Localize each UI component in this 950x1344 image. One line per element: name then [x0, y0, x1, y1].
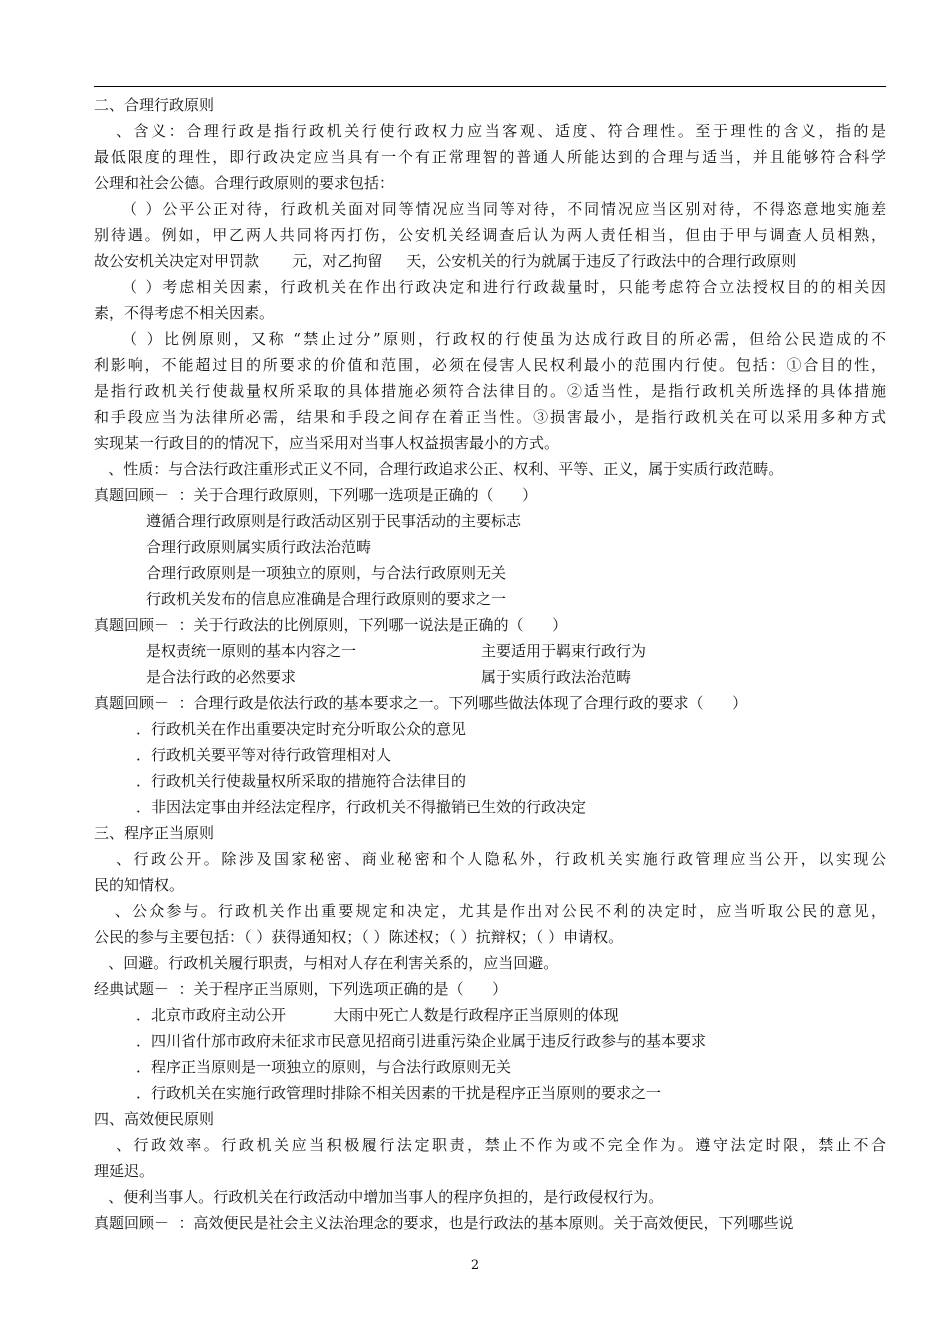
header-rule — [94, 86, 886, 87]
section-heading: 三、程序正当原则 — [94, 824, 215, 842]
paragraph-line: 公理和社会公德。合理行政原则的要求包括： — [94, 174, 395, 192]
paragraph-line: 公民的参与主要包括：（ ）获得通知权；（ ）陈述权；（ ）抗辩权；（ ）申请权。 — [94, 928, 624, 946]
question-option: 主要适用于羁束行政行为 — [481, 642, 647, 660]
question-option: ．非因法定事由并经法定程序，行政机关不得撤销已生效的行政决定 — [136, 798, 587, 816]
paragraph-line: 是指行政机关行使裁量权所采取的具体措施必须符合法律目的。②适当性，是指行政机关所选择的具体措施 — [94, 382, 886, 400]
question-option: ．行政机关要平等对待行政管理相对人 — [136, 746, 392, 764]
paragraph-line: 、便利当事人。行政机关在行政活动中增加当事人的程序负担的，是行政侵权行为。 — [94, 1188, 664, 1206]
question-option-row — [94, 638, 886, 664]
paragraph-line: 、含义：合理行政是指行政机关行使行政权力应当客观、适度、符合理性。至于理性的含义，指的是 — [94, 122, 886, 140]
question-title: 真题回顾－ ：关于合理行政原则，下列哪一选项是正确的（ ） — [94, 486, 538, 504]
question-option: ．北京市政府主动公开 大雨中死亡人数是行政程序正当原则的体现 — [136, 1006, 619, 1024]
paragraph-line: （ ）考虑相关因素，行政机关在作出行政决定和进行行政裁量时，只能考虑符合立法授权目的的相关因 — [122, 278, 886, 296]
question-option: ．程序正当原则是一项独立的原则，与合法行政原则无关 — [136, 1058, 512, 1076]
paragraph-line: （ ）公平公正对待，行政机关面对同等情况应当同等对待，不同情况应当区别对待，不得恣意地实施差 — [122, 200, 886, 218]
question-option: 遵循合理行政原则是行政活动区别于民事活动的主要标志 — [146, 512, 522, 530]
section-heading: 四、高效便民原则 — [94, 1110, 215, 1128]
page-number: 2 — [470, 1258, 480, 1273]
question-option: ．行政机关在作出重要决定时充分听取公众的意见 — [136, 720, 467, 738]
paragraph-line: 民的知情权。 — [94, 876, 185, 894]
question-title: 真题回顾－ ：合理行政是依法行政的基本要求之一。下列哪些做法体现了合理行政的要求（ ） — [94, 694, 748, 712]
paragraph-line: 素，不得考虑不相关因素。 — [94, 304, 275, 322]
section-heading: 二、合理行政原则 — [94, 96, 215, 114]
question-option: 合理行政原则是一项独立的原则，与合法行政原则无关 — [146, 564, 507, 582]
paragraph-line: 、行政公开。除涉及国家秘密、商业秘密和个人隐私外，行政机关实施行政管理应当公开，以实现公 — [94, 850, 886, 868]
paragraph-line: 利影响，不能超过目的所要求的价值和范围，必须在侵害人民权利最小的范围内行使。包括：①合目的性， — [94, 356, 886, 374]
question-option: 属于实质行政法治范畴 — [481, 668, 632, 686]
question-title: 真题回顾－ ：高效便民是社会主义法治理念的要求，也是行政法的基本原则。关于高效便民，下列哪些说 — [94, 1214, 794, 1232]
question-option: 是合法行政的必然要求 — [146, 668, 297, 686]
paragraph-line: 别待遇。例如，甲乙两人共同将丙打伤，公安机关经调查后认为两人责任相当，但由于甲与调查人员相熟， — [94, 226, 886, 244]
paragraph-line: （ ）比例原则，又称 “禁止过分”原则，行政权的行使虽为达成行政目的所必需，但给公民造成的不 — [122, 330, 886, 348]
question-option: 合理行政原则属实质行政法治范畴 — [146, 538, 372, 556]
paragraph-line: 、回避。行政机关履行职责，与相对人存在利害关系的，应当回避。 — [94, 954, 559, 972]
paragraph-line: 、公众参与。行政机关作出重要规定和决定，尤其是作出对公民不利的决定时，应当听取公民的意见， — [94, 902, 886, 920]
question-title: 真题回顾－ ：关于行政法的比例原则，下列哪一说法是正确的（ ） — [94, 616, 568, 634]
question-option: 行政机关发布的信息应准确是合理行政原则的要求之一 — [146, 590, 507, 608]
question-option-row — [94, 664, 886, 690]
paragraph-line: 故公安机关决定对甲罚款 元，对乙拘留 天，公安机关的行为就属于违反了行政法中的合理行政原则 — [94, 252, 797, 270]
paragraph-line: 最低限度的理性，即行政决定应当具有一个有正常理智的普通人所能达到的合理与适当，并且能够符合科学 — [94, 148, 886, 166]
paragraph-line: 、性质：与合法行政注重形式正义不同，合理行政追求公正、权利、平等、正义，属于实质行政范畴。 — [94, 460, 784, 478]
question-option: ．行政机关行使裁量权所采取的措施符合法律目的 — [136, 772, 467, 790]
question-option: ．四川省什邡市政府未征求市民意见招商引进重污染企业属于违反行政参与的基本要求 — [136, 1032, 707, 1050]
paragraph-line: 理延迟。 — [94, 1162, 155, 1180]
question-option: ．行政机关在实施行政管理时排除不相关因素的干扰是程序正当原则的要求之一 — [136, 1084, 662, 1102]
document-body — [94, 92, 886, 1236]
paragraph-line: 、行政效率。行政机关应当积极履行法定职责，禁止不作为或不完全作为。遵守法定时限，禁止不合 — [94, 1136, 886, 1154]
paragraph-line: 实现某一行政目的的情况下，应当采用对当事人权益损害最小的方式。 — [94, 434, 560, 452]
question-title: 经典试题－ ：关于程序正当原则，下列选项正确的是（ ） — [94, 980, 508, 998]
question-option: 是权责统一原则的基本内容之一 — [146, 642, 357, 660]
paragraph-line: 和手段应当为法律所必需，结果和手段之间存在着正当性。③损害最小，是指行政机关在可以采用多种方式 — [94, 408, 886, 426]
